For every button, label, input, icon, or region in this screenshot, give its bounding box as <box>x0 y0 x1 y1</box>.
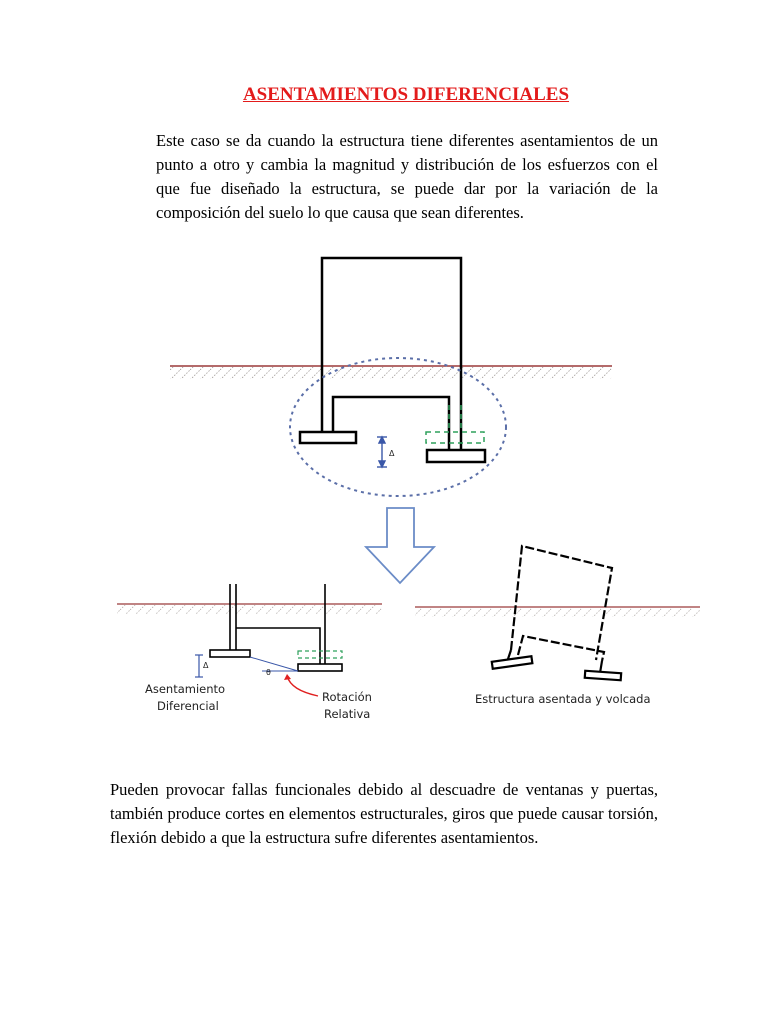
intro-paragraph: Este caso se da cuando la estructura tiene diferentes asentamientos de un punto a otro y cambia la magnitud y distribución de los esfuerzos con el que fue diseñado la estructura, se puede dar por la variación de la composición del suelo lo que causa que sean diferentes. <box>156 131 658 222</box>
settlement-dimension <box>377 437 387 467</box>
label-asentamiento-1: Asentamiento <box>145 682 226 696</box>
closing-paragraph: Pueden provocar fallas funcionales debido al descuadre de ventanas y puertas, también produce cortes en elementos estructurales, giros que puede causar torsión, flexión debido a que la estructura sufre diferentes asentamientos. <box>110 780 658 847</box>
rotation-pointer <box>287 676 318 696</box>
ground-line-top <box>170 366 612 379</box>
original-footing-position <box>426 405 484 443</box>
theta-symbol: θ <box>266 668 271 677</box>
bottom-right-diagram <box>415 546 700 706</box>
page-title: ASENTAMIENTOS DIFERENCIALES <box>242 84 570 105</box>
label-volcada: Estructura asentada y volcada <box>475 692 651 706</box>
label-asentamiento-2: Diferencial <box>157 699 219 713</box>
label-rotacion-2: Relativa <box>324 707 371 721</box>
down-arrow <box>366 508 434 583</box>
bottom-left-diagram <box>117 584 382 721</box>
label-rotacion-1: Rotación <box>322 690 372 704</box>
delta-symbol-top: Δ <box>389 449 395 458</box>
top-diagram <box>170 258 612 496</box>
delta-symbol-bottom: Δ <box>203 661 209 670</box>
